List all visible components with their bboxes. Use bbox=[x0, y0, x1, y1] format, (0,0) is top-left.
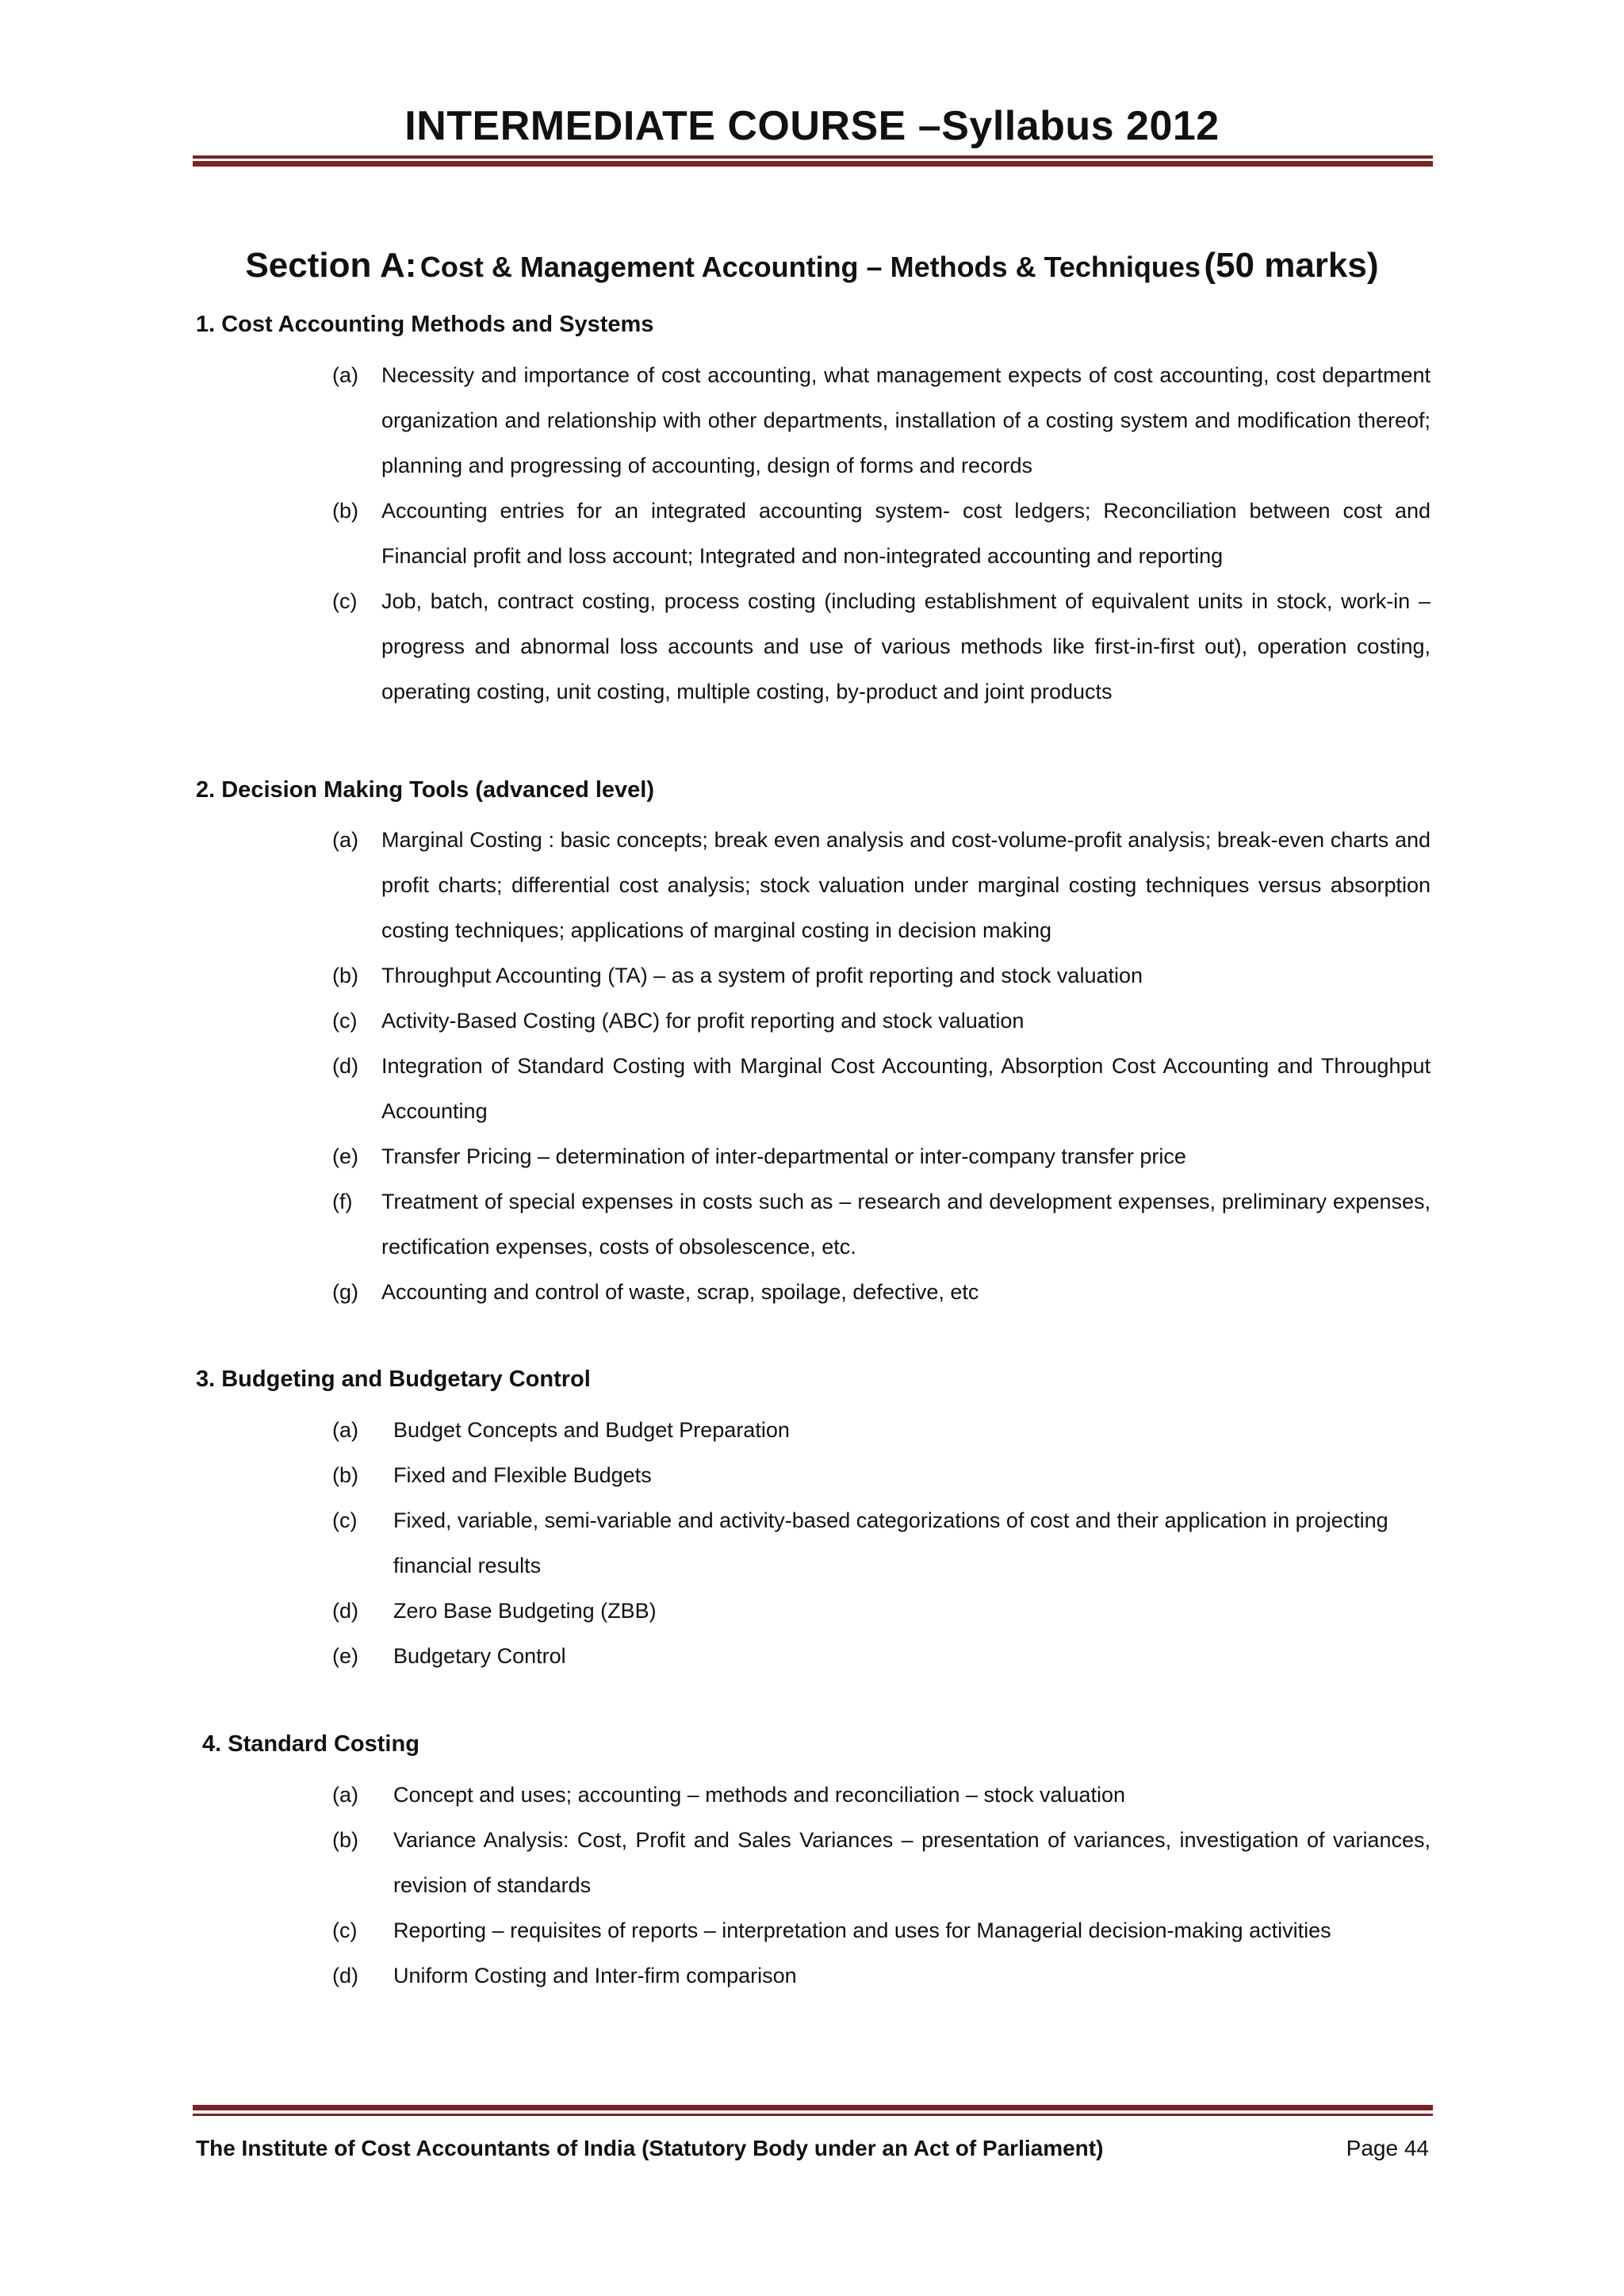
header-rule-thin bbox=[193, 155, 1433, 159]
header-rule-thick bbox=[193, 161, 1433, 167]
item-label: (a) bbox=[332, 1418, 358, 1442]
item-text: Budget Concepts and Budget Preparation bbox=[393, 1418, 790, 1442]
item-text: Treatment of special expenses in costs such as – research and development expenses, preliminary expenses, rectification expenses, costs of obsolescence, etc. bbox=[381, 1190, 1431, 1259]
list-item bbox=[332, 1589, 1431, 1634]
section-marks: (50 marks) bbox=[1204, 246, 1379, 285]
list-item bbox=[332, 1498, 1431, 1589]
topic-heading-1: 1. Cost Accounting Methods and Systems bbox=[196, 312, 654, 337]
list-item bbox=[332, 1453, 1431, 1498]
list-item bbox=[332, 353, 1431, 489]
item-label: (d) bbox=[332, 1054, 358, 1078]
list-item bbox=[332, 1953, 1431, 1999]
item-text: Necessity and importance of cost accounting, what management expects of cost accounting, cost department organization and relationship with other departments, installation of a costing system and modification thereof; planning and progressing of accounting, design of forms and records bbox=[381, 363, 1431, 477]
list-item bbox=[332, 999, 1431, 1044]
item-label: (b) bbox=[332, 964, 358, 987]
list-item bbox=[332, 1818, 1431, 1908]
item-text: Variance Analysis: Cost, Profit and Sales Variances – presentation of variances, investigation of variances, revision of standards bbox=[393, 1828, 1431, 1897]
item-label: (d) bbox=[332, 1599, 358, 1623]
list-item bbox=[332, 1908, 1431, 1953]
item-text: Throughput Accounting (TA) – as a system of profit reporting and stock valuation bbox=[381, 964, 1143, 987]
item-text: Uniform Costing and Inter-firm comparison bbox=[393, 1964, 797, 1987]
item-text: Budgetary Control bbox=[393, 1644, 566, 1668]
item-text: Concept and uses; accounting – methods and reconciliation – stock valuation bbox=[393, 1783, 1126, 1807]
footer-page-number: Page 44 bbox=[1346, 2136, 1429, 2160]
item-text: Fixed and Flexible Budgets bbox=[393, 1463, 652, 1487]
item-label: (e) bbox=[332, 1644, 358, 1668]
list-item bbox=[332, 1044, 1431, 1134]
item-label: (e) bbox=[332, 1144, 358, 1168]
item-text: Fixed, variable, semi-variable and activity-based categorizations of cost and their application in projecting financial results bbox=[393, 1508, 1388, 1577]
item-label: (b) bbox=[332, 1828, 358, 1852]
header-title: INTERMEDIATE COURSE –Syllabus 2012 bbox=[404, 103, 1220, 149]
item-text: Integration of Standard Costing with Marginal Cost Accounting, Absorption Cost Accounting and Throughput Accounting bbox=[381, 1054, 1431, 1123]
item-label: (b) bbox=[332, 499, 358, 523]
list-item bbox=[332, 1134, 1431, 1179]
item-text: Zero Base Budgeting (ZBB) bbox=[393, 1599, 657, 1623]
topic-heading-4: 4. Standard Costing bbox=[202, 1731, 419, 1757]
item-text: Accounting and control of waste, scrap, spoilage, defective, etc bbox=[381, 1280, 979, 1304]
list-item bbox=[332, 579, 1431, 715]
item-text: Marginal Costing : basic concepts; break even analysis and cost-volume-profit analysis; break-even charts and profit charts; differential cost analysis; stock valuation under marginal costing techniques versus absorption costing techniques; applications of marginal costing in decision making bbox=[381, 828, 1431, 942]
list-item bbox=[332, 1270, 1431, 1315]
item-text: Job, batch, contract costing, process costing (including establishment of equivalent units in stock, work-in – progress and abnormal loss accounts and use of various methods like first-in-first out), operation costing, operating costing, unit costing, multiple costing, by-product and joint products bbox=[381, 589, 1431, 703]
footer-rule-thick bbox=[193, 2105, 1433, 2110]
section-prefix: Section A: bbox=[245, 246, 417, 285]
item-text: Reporting – requisites of reports – interpretation and uses for Managerial decision-making activities bbox=[393, 1918, 1331, 1942]
item-label: (g) bbox=[332, 1280, 358, 1304]
item-label: (f) bbox=[332, 1190, 353, 1213]
item-label: (c) bbox=[332, 1508, 358, 1532]
section-name: Cost & Management Accounting – Methods & Techniques bbox=[419, 251, 1201, 283]
item-label: (c) bbox=[332, 1918, 358, 1942]
footer-rule-thin bbox=[193, 2114, 1433, 2116]
item-text: Transfer Pricing – determination of inter-departmental or inter-company transfer price bbox=[381, 1144, 1186, 1168]
list-item bbox=[332, 1408, 1431, 1453]
footer-institute: The Institute of Cost Accountants of India (Statutory Body under an Act of Parliament) bbox=[196, 2136, 1104, 2160]
list-item bbox=[332, 1773, 1431, 1818]
list-item bbox=[332, 953, 1431, 999]
item-label: (a) bbox=[332, 1783, 358, 1807]
item-label: (c) bbox=[332, 589, 358, 613]
topic-heading-3: 3. Budgeting and Budgetary Control bbox=[196, 1366, 591, 1392]
list-item bbox=[332, 489, 1431, 579]
item-label: (a) bbox=[332, 828, 358, 852]
list-item bbox=[332, 1179, 1431, 1270]
item-label: (b) bbox=[332, 1463, 358, 1487]
topic-heading-2: 2. Decision Making Tools (advanced level) bbox=[196, 777, 655, 803]
list-item bbox=[332, 1634, 1431, 1679]
item-text: Activity-Based Costing (ABC) for profit reporting and stock valuation bbox=[381, 1009, 1025, 1033]
item-label: (a) bbox=[332, 363, 358, 387]
item-label: (c) bbox=[332, 1009, 358, 1033]
item-text: Accounting entries for an integrated accounting system- cost ledgers; Reconciliation between cost and Financial profit and loss account; Integrated and non-integrated accounting and reporting bbox=[381, 499, 1431, 568]
list-item bbox=[332, 818, 1431, 953]
section-title bbox=[0, 242, 1624, 297]
item-label: (d) bbox=[332, 1964, 358, 1987]
